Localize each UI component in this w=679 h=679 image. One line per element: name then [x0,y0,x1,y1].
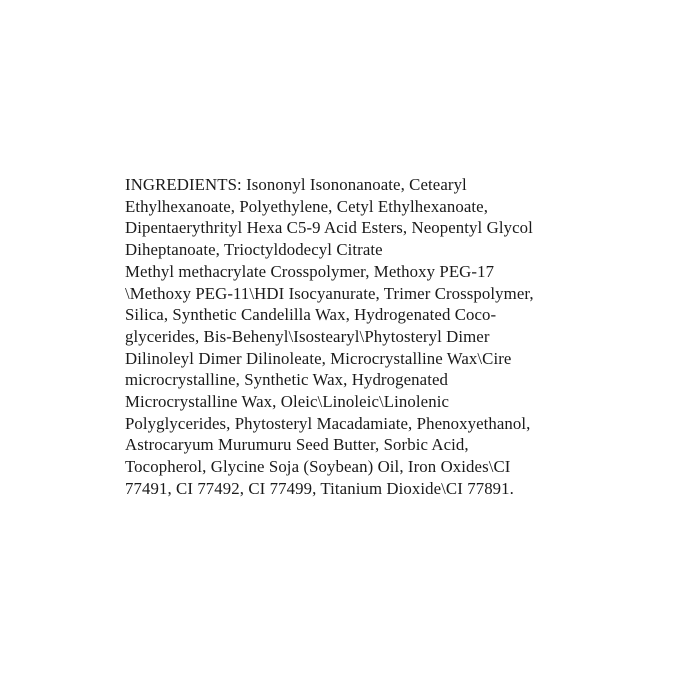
ingredients-line: glycerides, Bis-Behenyl\Isostearyl\Phytosteryl Dimer [125,326,490,346]
ingredients-line: Astrocaryum Murumuru Seed Butter, Sorbic Acid, [125,435,469,455]
ingredients-line: Ethylhexanoate, Polyethylene, Cetyl Ethylhexanoate, [125,196,488,216]
ingredients-line: \Methoxy PEG-11\HDI Isocyanurate, Trimer Crosspolymer, [125,283,534,303]
ingredients-line: Dilinoleyl Dimer Dilinoleate, Microcrystalline Wax\Cire [125,348,512,368]
ingredients-line: Microcrystalline Wax, Oleic\Linoleic\Linolenic [125,392,450,412]
ingredients-line: Methyl methacrylate Crosspolymer, Methoxy PEG-17 [125,261,495,281]
ingredients-line: 77491, CI 77492, CI 77499, Titanium Dioxide\CI 77891. [125,478,514,498]
ingredients-line: Tocopherol, Glycine Soja (Soybean) Oil, Iron Oxides\CI [125,457,511,477]
ingredients-line: microcrystalline, Synthetic Wax, Hydrogenated [125,370,448,390]
ingredients-line: Polyglycerides, Phytosteryl Macadamiate, Phenoxyethanol, [125,413,531,433]
ingredients-line: Diheptanoate, Trioctyldodecyl Citrate [125,240,383,260]
ingredients-line: Silica, Synthetic Candelilla Wax, Hydrogenated Coco- [125,305,497,325]
ingredients-text-block [125,174,570,500]
ingredients-line: Dipentaerythrityl Hexa C5-9 Acid Esters, Neopentyl Glycol [125,218,533,238]
ingredients-line: INGREDIENTS: Isononyl Isononanoate, Cetearyl [125,175,467,194]
